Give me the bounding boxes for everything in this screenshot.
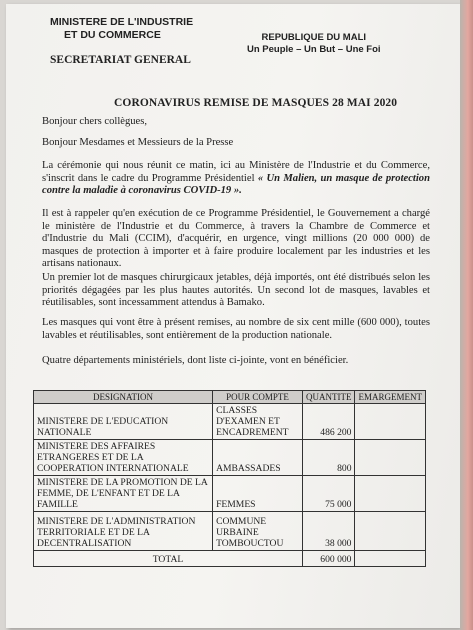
cell-pour-compte: AMBASSADES <box>213 440 303 476</box>
republic-name: REPUBLIQUE DU MALI <box>261 32 367 43</box>
distribution-table <box>33 390 426 567</box>
col-quantite: QUANTITE <box>302 391 355 404</box>
total-value: 600 000 <box>302 551 355 567</box>
col-designation: DESIGNATION <box>34 391 213 404</box>
ministry-line-1: MINISTERE DE L'INDUSTRIE <box>50 16 194 28</box>
secretariat-label: SECRETARIAT GENERAL <box>50 54 191 66</box>
paragraph-first-lot: Un premier lot de masques chirurgicaux jetables, déjà importés, ont été distribués selon les priorités dégagées par les plus hautes autorités. Un second lot de masques, lavables et réutilisables, sont incessamment attendus à Bamako. <box>42 272 430 309</box>
greeting-colleagues: Bonjour chers collègues, <box>42 116 148 127</box>
table-total-row <box>34 551 426 567</box>
table-header-row <box>34 391 426 404</box>
table-row <box>34 404 426 440</box>
greeting-press: Bonjour Mesdames et Messieurs de la Presse <box>42 137 234 148</box>
cell-emargement <box>355 404 426 440</box>
document-title: CORONAVIRUS REMISE DE MASQUES 28 MAI 2020 <box>114 97 398 109</box>
ministry-header <box>50 16 193 42</box>
cell-quantite: 800 <box>302 440 355 476</box>
paragraph-programme: Il est à rappeler qu'en exécution de ce Programme Présidentiel, le Gouvernement a chargé le ministère de l'Industrie et du Commerce, à travers la Chambre de Commerce et d'Industrie du Mali (CCIM), d'acquérir, en urgence, vingt millions (20 000 000) de masques de protection à importer et à faire produire localement par les industries et les artisans nationaux. <box>42 208 430 270</box>
cell-emargement <box>355 440 426 476</box>
cell-emargement <box>355 476 426 512</box>
cell-quantite: 38 000 <box>302 512 355 551</box>
cell-quantite: 486 200 <box>302 404 355 440</box>
national-motto: Un Peuple – Un But – Une Foi <box>247 44 381 55</box>
cell-pour-compte: COMMUNE URBAINE TOMBOUCTOU <box>213 512 303 551</box>
paragraph-ceremony-text: La cérémonie qui nous réunit ce matin, ici au Ministère de l'Industrie et du Commerce, s'inscrit dans le cadre du Programme Présidentiel <box>42 160 430 184</box>
cell-designation: MINISTERE DES AFFAIRES ETRANGERES ET DE LA COOPERATION INTERNATIONALE <box>34 440 213 476</box>
cell-designation: MINISTERE DE LA PROMOTION DE LA FEMME, DE L'ENFANT ET DE LA FAMILLE <box>34 476 213 512</box>
cell-designation: MINISTERE DE L'EDUCATION NATIONALE <box>34 404 213 440</box>
document-page <box>6 4 460 628</box>
table-row <box>34 476 426 512</box>
cell-designation: MINISTERE DE L'ADMINISTRATION TERRITORIALE ET DE LA DECENTRALISATION <box>34 512 213 551</box>
paragraph-ceremony <box>42 160 430 198</box>
col-emargement: EMARGEMENT <box>355 391 426 404</box>
cell-emargement <box>355 512 426 551</box>
ministry-line-2: ET DU COMMERCE <box>64 29 161 41</box>
table-row <box>34 512 426 551</box>
cell-pour-compte: FEMMES <box>213 476 303 512</box>
cell-quantite: 75 000 <box>302 476 355 512</box>
cell-pour-compte: CLASSES D'EXAMEN ET ENCADREMENT <box>213 404 303 440</box>
paragraph-beneficiaries: Quatre départements ministériels, dont liste ci-jointe, vont en bénéficier. <box>42 355 349 366</box>
paragraph-masks-count: Les masques qui vont être à présent remises, au nombre de six cent mille (600 000), toutes lavables et réutilisables, sont entièrement de la production nationale. <box>42 317 430 341</box>
total-emargement <box>355 551 426 567</box>
total-label: TOTAL <box>34 551 303 567</box>
table-row <box>34 440 426 476</box>
republic-header <box>247 32 381 56</box>
page-edge <box>460 0 473 630</box>
col-pour-compte: POUR COMPTE <box>213 391 303 404</box>
programme-name: « Un Malien, un masque de protection contre la maladie à coronavirus COVID-19 ». <box>42 172 430 197</box>
